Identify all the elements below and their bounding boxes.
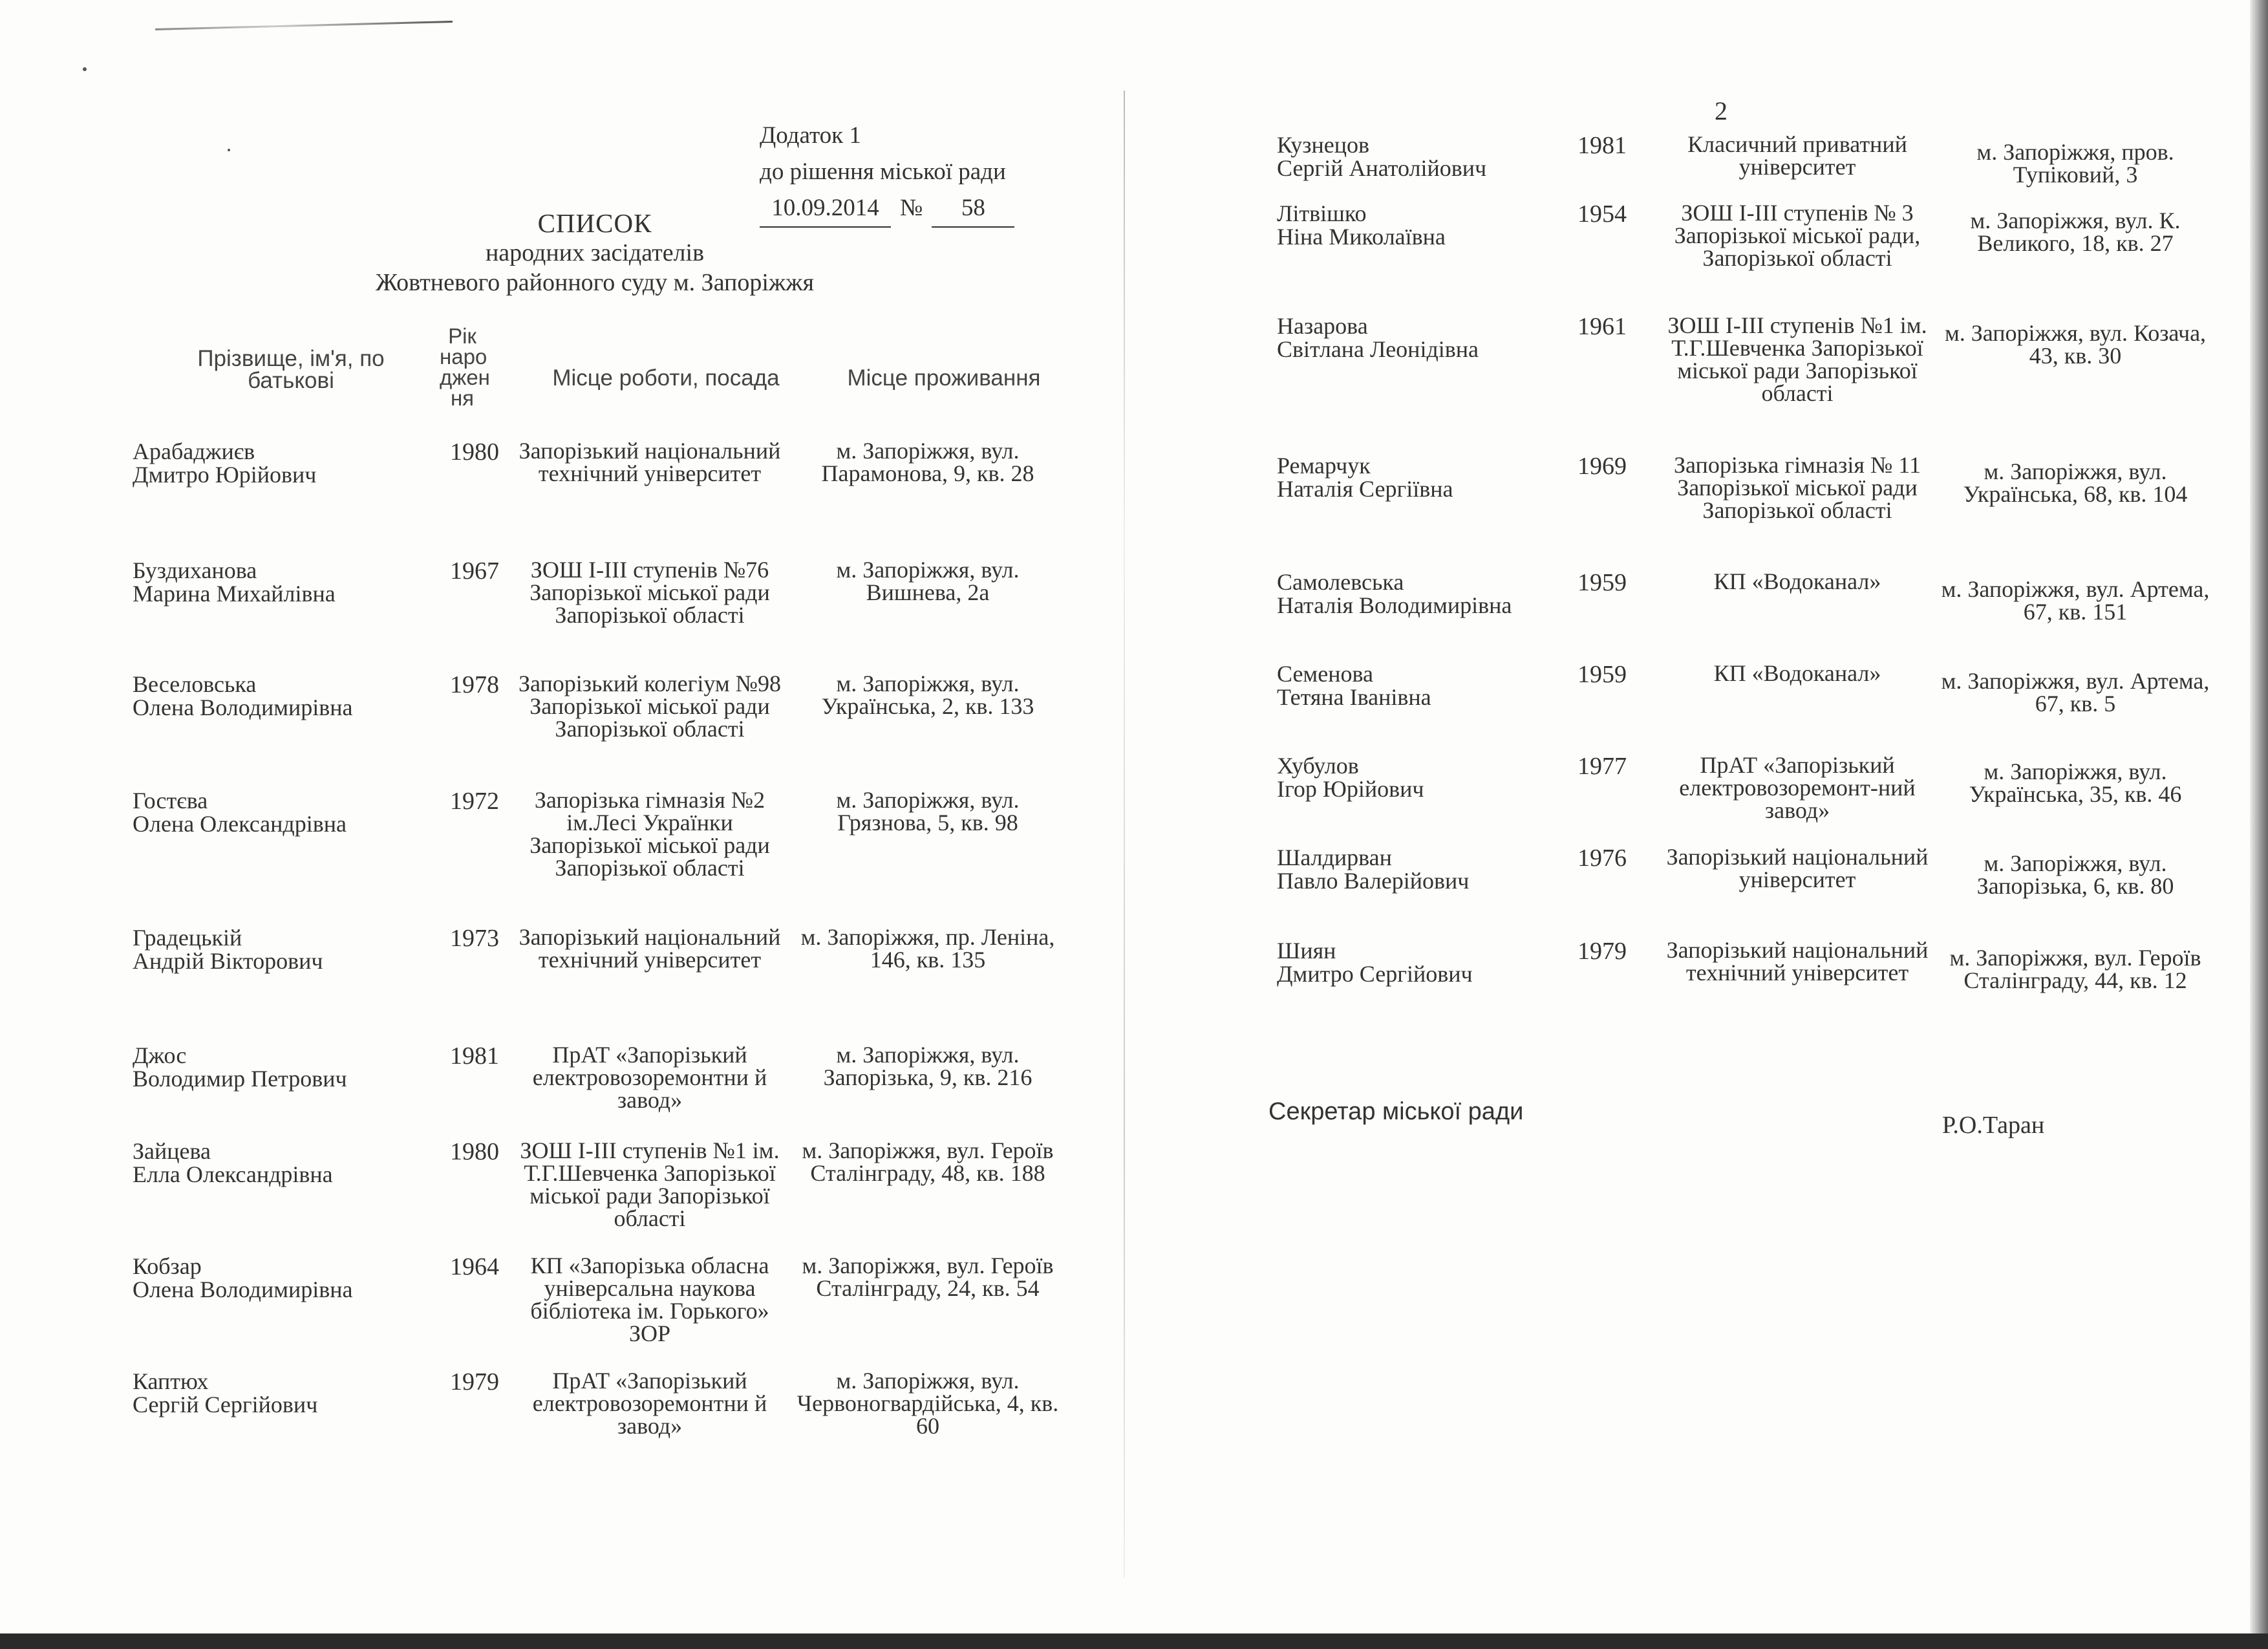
given-name: Андрій Вікторович [133,948,323,974]
surname: Кобзар [133,1253,202,1279]
birth-year: 1973 [450,925,499,952]
given-name: Світлана Леонідівна [1277,336,1479,362]
address: м. Запоріжжя, вул. К. Великого, 18, кв. 27 [1970,208,2181,256]
surname: Арабаджиєв [133,438,255,464]
birth-year: 1967 [450,557,499,585]
person-name [1277,314,1568,361]
workplace: Запорізька гімназія №2 ім.Лесі Українки Запорізької міської ради Запорізької області [530,787,770,881]
address: м. Запоріжжя, вул. Українська, 68, кв. 104 [1963,458,2188,507]
title-main: СПИСОК [537,208,652,238]
scan-speck [228,149,230,151]
workplace: Запорізький національний технічний університет [519,438,781,486]
address: м. Запоріжжя, вул. Артема, 67, кв. 151 [1941,576,2210,625]
person-name [1277,754,1568,801]
addendum-title: Додаток 1 [760,122,861,149]
person-name [1277,662,1568,709]
person-name [133,1044,430,1090]
address: м. Запоріжжя, вул. Героїв Сталінграду, 24, кв. 54 [802,1253,1054,1301]
surname: Гостєва [133,788,208,814]
address: м. Запоріжжя, вул. Українська, 2, кв. 133 [821,671,1034,719]
header-work: Місце роботи, посада [552,365,780,391]
birth-year: 1959 [1578,569,1627,596]
surname: Назарова [1277,313,1368,339]
scan-artifact-line [155,21,453,30]
birth-year: 1981 [1578,132,1627,159]
workplace: ПрАТ «Запорізький електровозоремонтни й завод» [532,1368,767,1439]
person-name [133,1255,430,1301]
page-fold [1124,91,1125,1578]
birth-year: 1969 [1578,453,1627,480]
workplace: Запорізький колегіум №98 Запорізької міської ради Запорізької області [518,671,782,742]
birth-year: 1959 [1578,661,1627,688]
scan-edge [2250,0,2268,1633]
address: м. Запоріжжя, вул. Героїв Сталінграду, 44, кв. 12 [1949,945,2201,993]
given-name: Олена Олександрівна [133,811,347,837]
person-name [133,1139,430,1186]
birth-year: 1980 [450,438,499,466]
given-name: Дмитро Сергійович [1277,961,1473,987]
surname: Хубулов [1277,753,1359,779]
person-name [1277,846,1568,892]
addendum-decision: до рішення міської ради [760,158,1006,185]
address: м. Запоріжжя, вул. Українська, 35, кв. 46 [1969,759,2182,807]
birth-year: 1972 [450,788,499,815]
given-name: Олена Володимирівна [133,695,353,720]
header-name: Прізвище, ім'я, по батькові [197,346,385,393]
workplace: ЗОШ І-ІІІ ступенів №76 Запорізької міської ради Запорізької області [530,557,770,628]
birth-year: 1979 [1578,938,1627,965]
person-name [1277,939,1568,986]
person-name [133,440,430,486]
address: м. Запоріжжя, пров. Тупіковий, 3 [1976,139,2174,188]
birth-year: 1977 [1578,753,1627,780]
person-name [133,673,430,719]
birth-year: 1978 [450,671,499,698]
surname: Самолевська [1277,569,1404,595]
surname: Шиян [1277,938,1336,964]
workplace: Запорізька гімназія № 11 Запорізької міської ради Запорізької області [1674,452,1921,523]
address: м. Запоріжжя, вул. Запорізька, 9, кв. 216 [823,1042,1032,1090]
header-year: Рік наро джен ня [440,324,490,410]
surname: Кузнецов [1277,132,1370,158]
surname: Ремарчук [1277,453,1371,479]
given-name: Сергій Сергійович [133,1392,318,1417]
address: м. Запоріжжя, вул. Козача, 43, кв. 30 [1944,320,2207,369]
workplace: Класичний приватний університет [1687,131,1907,180]
address: м. Запоріжжя, вул. Героїв Сталінграду, 48, кв. 188 [802,1137,1054,1186]
workplace: КП «Запорізька обласна універсальна наукова бібліотека ім. Горького» ЗОР [530,1253,769,1346]
scan-speck [83,67,87,71]
given-name: Павло Валерійович [1277,868,1470,894]
given-name: Наталія Володимирівна [1277,592,1512,618]
surname: Зайцева [133,1138,211,1164]
address: м. Запоріжжя, вул. Запорізька, 6, кв. 80 [1976,850,2174,899]
title-sub2: Жовтневого районного суду м. Запоріжжя [376,269,814,296]
given-name: Сергій Анатолійович [1277,155,1487,181]
workplace: Запорізький національний технічний університет [1666,937,1929,986]
signatory-name: Р.О.Таран [1942,1112,2045,1139]
person-name [133,926,430,973]
address: м. Запоріжжя, пр. Леніна, 146, кв. 135 [800,924,1055,973]
person-name [1277,570,1568,617]
address: м. Запоріжжя, вул. Червоногвардійська, 4, кв. 60 [797,1368,1059,1439]
person-name [1277,454,1568,501]
address: м. Запоріжжя, вул. Артема, 67, кв. 5 [1941,668,2210,717]
birth-year: 1961 [1578,313,1627,340]
address: м. Запоріжжя, вул. Грязнова, 5, кв. 98 [836,787,1020,835]
scan-edge [0,1633,2268,1649]
person-name [133,789,430,835]
header-address: Місце проживання [847,365,1041,391]
given-name: Ніна Миколаївна [1277,224,1446,250]
birth-year: 1980 [450,1138,499,1165]
person-name [1277,202,1568,248]
surname: Градецькій [133,925,242,951]
workplace: ЗОШ І-ІІІ ступенів № 3 Запорізької міської ради, Запорізької області [1674,200,1921,271]
surname: Джос [133,1042,187,1068]
decision-date: 10.09.2014 [760,190,891,228]
signatory-position: Секретар міської ради [1268,1098,1524,1125]
surname: Веселовська [133,671,257,697]
workplace: ЗОШ І-ІІІ ступенів №1 ім. Т.Г.Шевченка Запорізької міської ради Запорізької області [1667,312,1927,406]
birth-year: 1954 [1578,200,1627,228]
workplace: ПрАТ «Запорізький електровозоремонтни й завод» [532,1042,767,1113]
workplace: КП «Водоканал» [1713,568,1881,594]
given-name: Тетяна Іванівна [1277,684,1431,710]
workplace: ЗОШ І-ІІІ ступенів №1 ім. Т.Г.Шевченка Запорізької міської ради Запорізької області [520,1137,780,1231]
address: м. Запоріжжя, вул. Парамонова, 9, кв. 28 [821,438,1034,486]
document-title [336,208,853,297]
given-name: Володимир Петрович [133,1066,347,1092]
workplace: ПрАТ «Запорізький електровозоремонт-ний завод» [1679,752,1916,823]
person-name [1277,133,1568,180]
surname: Семенова [1277,661,1373,687]
surname: Шалдирван [1277,845,1392,870]
workplace: Запорізький національний технічний університет [519,924,781,973]
address: м. Запоріжжя, вул. Вишнева, 2а [836,557,1020,605]
given-name: Олена Володимирівна [133,1277,353,1302]
title-sub1: народних засідателів [485,239,705,266]
given-name: Марина Михайлівна [133,581,336,607]
birth-year: 1964 [450,1253,499,1280]
birth-year: 1976 [1578,845,1627,872]
given-name: Дмитро Юрійович [133,462,317,488]
given-name: Елла Олександрівна [133,1161,333,1187]
page-number: 2 [1715,96,1728,125]
surname: Каптюх [133,1368,209,1394]
surname: Буздиханова [133,557,257,583]
surname: Літвішко [1277,200,1367,226]
person-name [133,559,430,605]
workplace: Запорізький національний університет [1666,844,1929,892]
birth-year: 1979 [450,1368,499,1396]
decision-number: 58 [932,190,1014,228]
given-name: Наталія Сергіївна [1277,476,1453,502]
given-name: Ігор Юрійович [1277,776,1424,802]
decision-number-label: № [900,195,923,221]
person-name [133,1370,430,1416]
workplace: КП «Водоканал» [1713,660,1881,686]
birth-year: 1981 [450,1042,499,1070]
